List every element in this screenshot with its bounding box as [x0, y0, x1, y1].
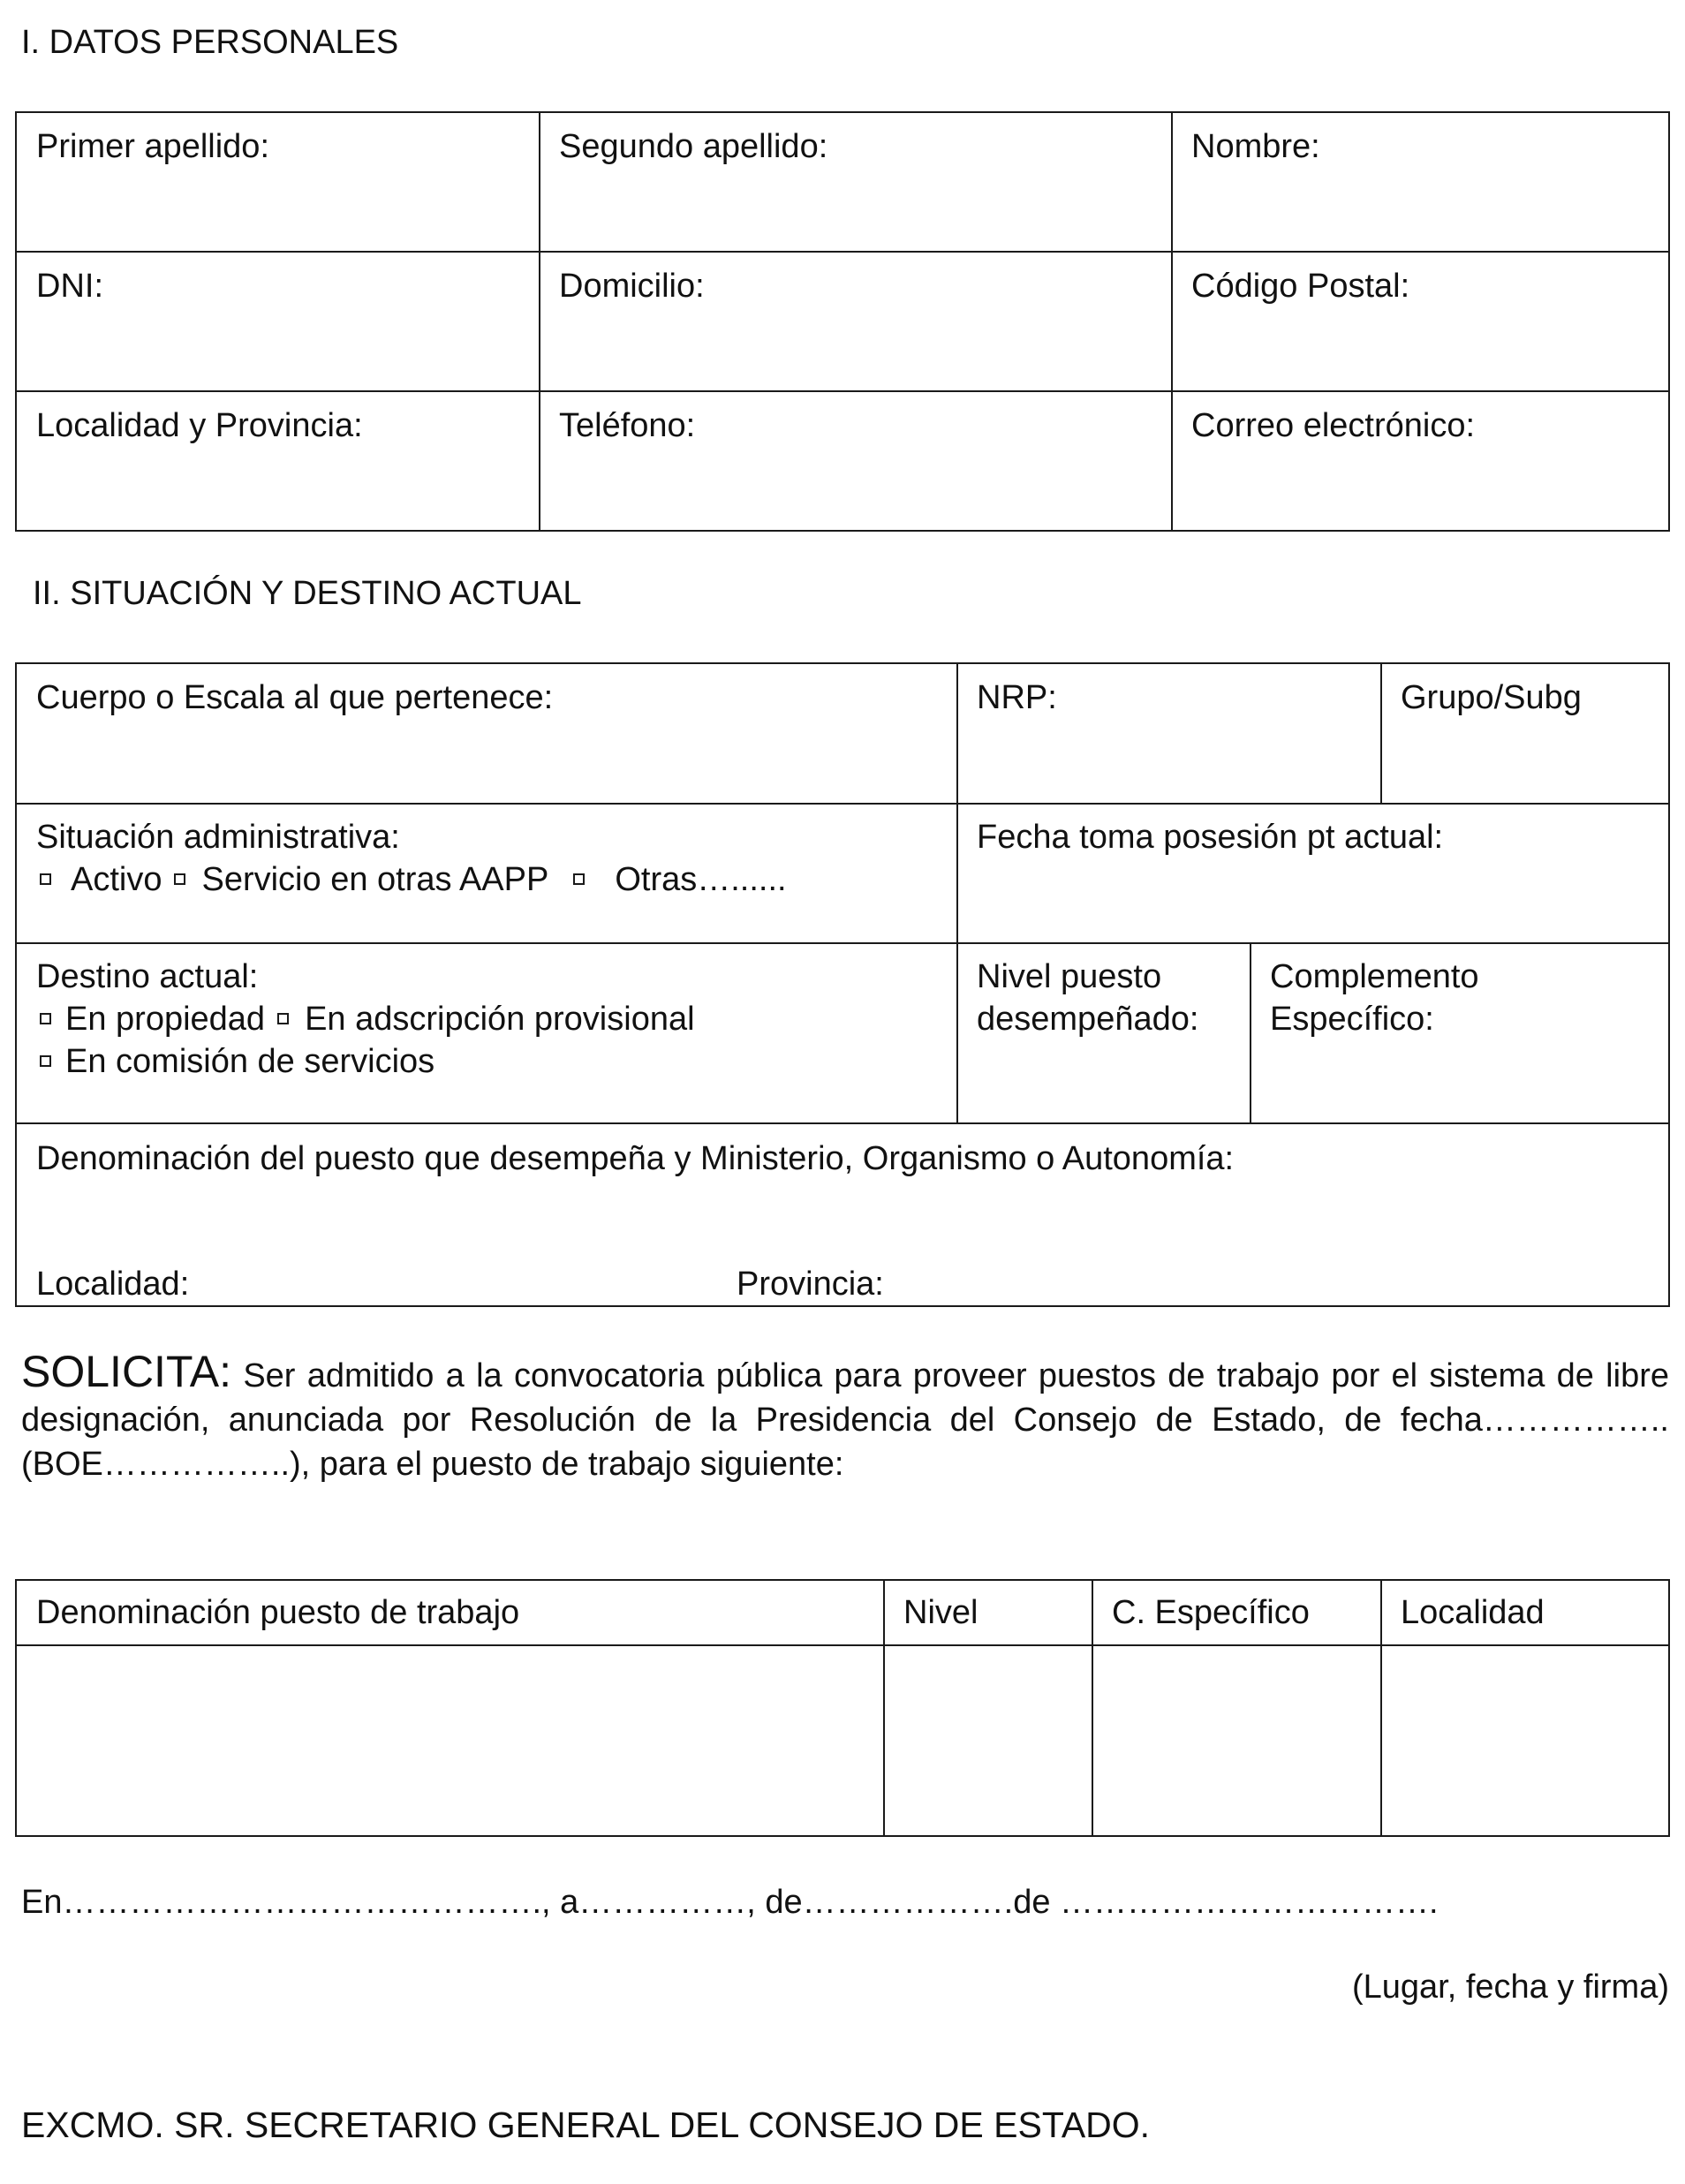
adscripcion-checkbox[interactable] [277, 1013, 289, 1024]
localidad-input-cell[interactable] [1382, 1646, 1668, 1835]
dni-field[interactable]: DNI: [36, 268, 103, 305]
col-divider [1171, 113, 1173, 530]
destino-label: Destino actual: [36, 958, 259, 995]
otras-aapp-checkbox[interactable] [174, 873, 185, 885]
col-divider [956, 664, 958, 1124]
nrp-field[interactable]: NRP: [977, 679, 1057, 716]
adscripcion-option-label: En adscripción provisional [305, 1001, 695, 1038]
destinatario: EXCMO. SR. SECRETARIO GENERAL DEL CONSEJO DE ESTADO. [21, 2105, 1151, 2145]
provincia-field[interactable]: Provincia: [737, 1266, 884, 1303]
otras-checkbox[interactable] [573, 873, 585, 885]
header-nivel: Nivel [903, 1594, 979, 1631]
nivel-puesto-line-1: Nivel puesto [977, 958, 1162, 995]
primer-apellido-field[interactable]: Primer apellido: [36, 128, 269, 165]
puesto-table [15, 1579, 1670, 1837]
lugar-fecha-line[interactable]: En……………………………………., a……………, de……………….de ……………………………. [21, 1884, 1439, 1921]
complemento-line-1: Complemento [1270, 958, 1479, 995]
propiedad-checkbox[interactable] [40, 1013, 51, 1024]
otras-option-label: Otras…...... [615, 861, 787, 898]
cuerpo-field[interactable]: Cuerpo o Escala al que pertenece: [36, 679, 554, 716]
solicita-paragraph [21, 1349, 1669, 1486]
comision-option-label: En comisión de servicios [65, 1043, 435, 1080]
row-divider [17, 803, 1668, 805]
row-divider [17, 390, 1668, 392]
destino-options-line-2 [36, 1040, 434, 1083]
c-especifico-input-cell[interactable] [1093, 1646, 1380, 1835]
telefono-field[interactable]: Teléfono: [559, 407, 696, 444]
firma-caption: (Lugar, fecha y firma) [1351, 1969, 1669, 2006]
solicita-text: Ser admitido a la convocatoria pública para proveer puestos de trabajo por el sistema de libre designación, anunciada por Resolución de la Presidencia del Consejo de Estado, de fecha…………….. (BOE……………..), para el puesto de trabajo siguiente: [21, 1357, 1669, 1483]
situacion-options [36, 858, 787, 901]
col-divider [539, 113, 540, 530]
complemento-field[interactable] [1270, 956, 1479, 1040]
activo-checkbox[interactable] [40, 873, 51, 885]
row-divider [17, 942, 1668, 944]
col-divider [1250, 942, 1251, 1124]
denominacion-field[interactable]: Denominación del puesto que desempeña y Ministerio, Organismo o Autonomía: [36, 1140, 1235, 1177]
nombre-field[interactable]: Nombre: [1191, 128, 1320, 165]
situacion-label: Situación administrativa: [36, 819, 400, 856]
situacion-table [15, 662, 1670, 1307]
row-divider [17, 251, 1668, 253]
activo-option-label: Activo [71, 861, 162, 898]
nivel-input-cell[interactable] [885, 1646, 1092, 1835]
comision-checkbox[interactable] [40, 1055, 51, 1067]
denominacion-input-cell[interactable] [17, 1646, 883, 1835]
localidad-provincia-field[interactable]: Localidad y Provincia: [36, 407, 363, 444]
otras-aapp-option-label: Servicio en otras AAPP [201, 861, 549, 898]
section-1-title: I. DATOS PERSONALES [21, 24, 399, 61]
section-2-title: II. SITUACIÓN Y DESTINO ACTUAL [33, 575, 582, 612]
segundo-apellido-field[interactable]: Segundo apellido: [559, 128, 828, 165]
header-denominacion: Denominación puesto de trabajo [36, 1594, 520, 1631]
solicita-heading: SOLICITA: [21, 1347, 232, 1396]
domicilio-field[interactable]: Domicilio: [559, 268, 705, 305]
correo-field[interactable]: Correo electrónico: [1191, 407, 1476, 444]
codigo-postal-field[interactable]: Código Postal: [1191, 268, 1410, 305]
grupo-field[interactable]: Grupo/Subg [1401, 679, 1582, 716]
localidad-field[interactable]: Localidad: [36, 1266, 190, 1303]
nivel-puesto-field[interactable] [977, 956, 1198, 1040]
header-c-especifico: C. Específico [1112, 1594, 1310, 1631]
destino-options-line-1 [36, 998, 695, 1040]
fecha-toma-field[interactable]: Fecha toma posesión pt actual: [977, 819, 1444, 856]
col-divider [1380, 664, 1382, 805]
nivel-puesto-line-2: desempeñado: [977, 1001, 1199, 1038]
personal-data-table [15, 111, 1670, 532]
complemento-line-2: Específico: [1270, 1001, 1434, 1038]
header-localidad: Localidad [1401, 1594, 1545, 1631]
propiedad-option-label: En propiedad [65, 1001, 266, 1038]
row-divider [17, 1122, 1668, 1124]
